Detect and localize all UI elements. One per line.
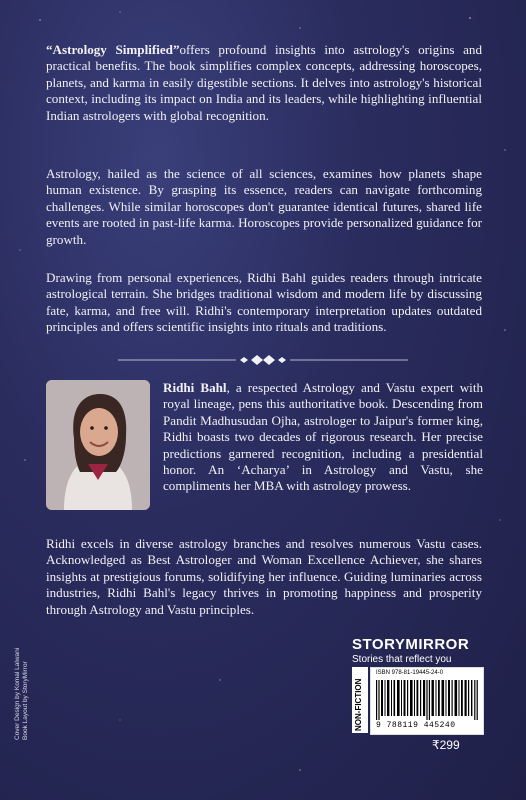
- astrology-paragraph: Astrology, hailed as the science of all sciences, examines how planets shape human existence. By grasping its essence, readers can navigate forthcoming challenges. While similar horoscopes don't guarantee identical futures, shared life events are rooted in past-life karma. Horoscopes provide personalized guidance for growth.: [46, 166, 482, 247]
- genre-label: [352, 667, 368, 733]
- intro-paragraph: [46, 42, 482, 124]
- author-portrait-icon: [46, 380, 150, 510]
- author-bio-text: , a respected Astrology and Vastu expert with royal lineage, pens this authoritative book. Descending from Pandit Madhusudan Ojha, astrologer to Jaipur's former king, Ridhi boasts two decades of rigorous research. Her precise predictions garnered recognition, including a presidential honor. An ‘Acharya’ in Astrology and Vastu, she compliments her MBA with astrology prowess.: [163, 380, 483, 494]
- isbn-number: 9 788119 445240: [376, 721, 456, 730]
- author-bio: [163, 380, 483, 495]
- intro-text: offers profound insights into astrology's origins and practical benefits. The book simplifies complex concepts, addressing horoscopes, planets, and karma in easily digestible sections. It delves into astrology's historical context, including its impact on India and its leaders, while highlighting influential Indian astrologers with global recognition.: [46, 42, 483, 123]
- cover-design-credit: Cover Design by Komal Lalwani: [14, 647, 21, 740]
- barcode-bars-icon: [376, 680, 478, 720]
- barcode: [370, 667, 484, 735]
- book-title: “Astrology Simplified”: [46, 42, 180, 57]
- publisher-tagline: Stories that reflect you: [352, 654, 452, 665]
- design-credits: [14, 648, 30, 740]
- experience-paragraph: Drawing from personal experiences, Ridhi Bahl guides readers through intricate astrological terrain. She bridges traditional wisdom and modern life by discussing fate, karma, and free will. Ridhi's contemporary interpretation updates outdated principles and offers scientific insights into rituals and traditions.: [46, 270, 482, 335]
- price: ₹299: [432, 738, 460, 752]
- author-name: Ridhi Bahl: [163, 380, 227, 395]
- genre-text: NON-FICTION: [354, 678, 363, 731]
- author-photo: [46, 380, 150, 510]
- layout-credit: Book Layout by StoryMirror: [22, 661, 29, 740]
- isbn-label: ISBN 978-81-19445-24-0: [376, 670, 444, 676]
- publisher-name: STORYMIRROR: [352, 636, 470, 653]
- publisher-logo: [352, 636, 492, 665]
- ornamental-divider: [118, 352, 408, 368]
- achievements-paragraph: Ridhi excels in diverse astrology branches and resolves numerous Vastu cases. Acknowledged as Best Astrologer and Woman Excellence Achiever, she shares insights at prestigious forums, solidifying her influence. Guiding luminaries across industries, Ridhi Bahl's legacy thrives in promoting happiness and prosperity through Astrology and Vastu principles.: [46, 536, 482, 617]
